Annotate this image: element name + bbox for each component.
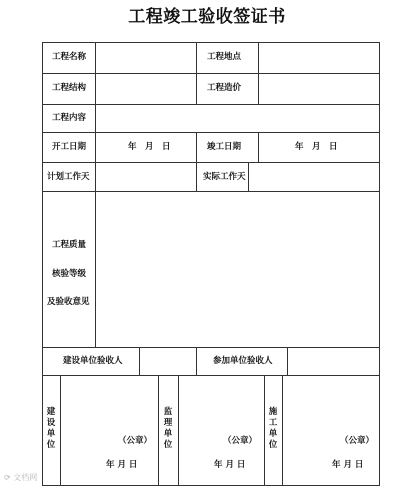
column-divider bbox=[287, 347, 288, 375]
table-border-left bbox=[42, 42, 43, 486]
watermark-text: 文档网 bbox=[13, 473, 38, 482]
watermark bbox=[4, 472, 37, 483]
label-quality-line1: 工程质量 bbox=[52, 240, 87, 250]
table-border-right bbox=[379, 42, 380, 486]
label-participant-acceptor: 参加单位验收人 bbox=[213, 356, 273, 366]
contractor-sign-date: 年 月 日 bbox=[332, 460, 364, 470]
table-border-bottom bbox=[42, 485, 380, 486]
label-project-cost: 工程造价 bbox=[207, 83, 242, 93]
column-divider bbox=[196, 162, 197, 191]
column-divider bbox=[95, 191, 96, 347]
row-divider bbox=[42, 347, 380, 348]
column-divider bbox=[95, 42, 96, 162]
column-divider bbox=[258, 42, 259, 73]
table-border-top bbox=[42, 42, 380, 43]
supervisor-seal: （公章） bbox=[223, 436, 258, 446]
label-start-date: 开工日期 bbox=[52, 142, 87, 152]
column-divider bbox=[178, 375, 179, 485]
label-actual-days: 实际工作天 bbox=[203, 172, 246, 182]
builder-seal: （公章） bbox=[118, 436, 153, 446]
label-project-location: 工程地点 bbox=[207, 52, 242, 62]
supervisor-sign-date: 年 月 日 bbox=[214, 460, 246, 470]
label-builder-unit: 建设单位 bbox=[46, 407, 56, 450]
label-planned-days: 计划工作天 bbox=[47, 172, 90, 182]
completion-date-value: 年 月 日 bbox=[295, 142, 338, 152]
column-divider bbox=[158, 375, 159, 485]
column-divider bbox=[264, 375, 265, 485]
row-divider bbox=[42, 191, 380, 192]
column-divider bbox=[95, 162, 96, 191]
label-quality-line3: 及验收意见 bbox=[47, 297, 90, 307]
column-divider bbox=[258, 132, 259, 162]
label-supervisor-unit: 监理单位 bbox=[163, 407, 173, 450]
document-title: 工程竣工验收签证书 bbox=[128, 7, 286, 27]
column-divider bbox=[196, 347, 197, 375]
column-divider bbox=[196, 73, 197, 104]
row-divider bbox=[42, 104, 380, 105]
row-divider bbox=[42, 73, 380, 74]
watermark-icon: ⟳ bbox=[4, 473, 11, 482]
column-divider bbox=[139, 347, 140, 375]
column-divider bbox=[248, 162, 249, 191]
column-divider bbox=[258, 73, 259, 104]
label-quality-line2: 核验等级 bbox=[52, 269, 87, 279]
column-divider bbox=[60, 375, 61, 485]
builder-sign-date: 年 月 日 bbox=[106, 460, 138, 470]
label-completion-date: 竣工日期 bbox=[207, 142, 242, 152]
contractor-seal: （公章） bbox=[340, 436, 375, 446]
column-divider bbox=[282, 375, 283, 485]
row-divider bbox=[42, 375, 380, 376]
label-project-name: 工程名称 bbox=[52, 52, 87, 62]
row-divider bbox=[42, 162, 380, 163]
label-builder-acceptor: 建设单位验收人 bbox=[63, 356, 123, 366]
column-divider bbox=[196, 42, 197, 73]
column-divider bbox=[196, 132, 197, 162]
start-date-value: 年 月 日 bbox=[128, 142, 171, 152]
label-project-structure: 工程结构 bbox=[52, 83, 87, 93]
label-project-content: 工程内容 bbox=[52, 113, 87, 123]
label-contractor-unit: 施工单位 bbox=[268, 407, 278, 450]
row-divider bbox=[42, 132, 380, 133]
